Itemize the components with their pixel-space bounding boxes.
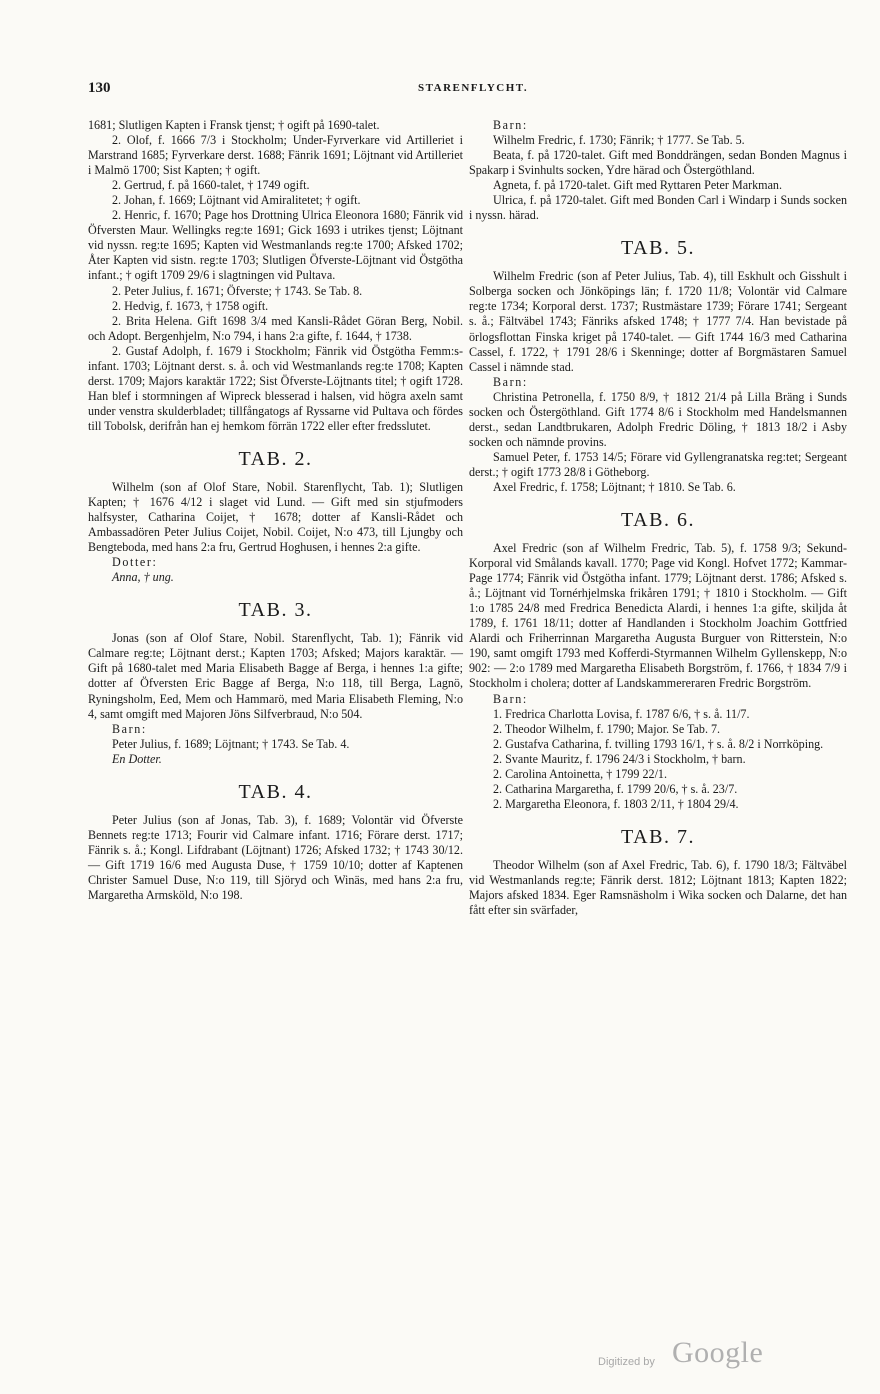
tab-text: Axel Fredric (son af Wilhelm Fredric, Tab. 5), f. 1758 9/3; Sekund-Korporal vid Smålands kavall. 1770; Page vid Kongl. Hofvet 1772; Kammar-Page 1774; Fänrik vid Östgötha infant. 1779; Löjtnant derst. 1786; Afsked s. å.; Löjtnant vid Tornérhjelmska frikåren 1791; † 1810 i Stockholm. — Gift 1:o 1785 24/8 med Fredrica Benedicta Alardi, i hennes 1:a gifte, skiljda åt 1789, f. 1761 18/11; dotter af Handlanden i Stockholm Joachim Gottfried Alardi och Friherrinnan Margaretha Augusta Burguer von Ritterstein, N:o 190, samt omgift 1793 med Kofferdi-Styrmannen Wilhelm Gyllenskepp, N:o 902: — 2:o 1789 med Margaretha Elisabeth Borgström, f. 1766, † 1834 7/9 i Stockholm i cholera; dotter af Landskammereraren Fredric Borgström.	[469, 541, 847, 691]
child-entry: 2. Catharina Margaretha, f. 1799 20/6, † s. å. 23/7.	[493, 781, 738, 796]
tab-text: Jonas (son af Olof Stare, Nobil. Starenflycht, Tab. 1); Fänrik vid Calmare reg:te; Löjtnant derst.; Kapten 1703; Afsked; Majors karaktär. — Gift på 1680-talet med Maria Elisabeth Bagge af Berga, i hennes 1:a gifte; dotter af Öfversten Eric Bagge af Berga, N:o 118, till Berga, Lagnö, Ryningsholm, Eed, Mem och Hammarö, med Maria Elisabeth Fleming, N:o 4, samt omgift med Majoren Jöns Silfverbraud, N:o 504.	[88, 631, 463, 721]
children-label: Barn:	[493, 374, 528, 389]
entry: 2. Johan, f. 1669; Löjtnant vid Amiralitetet; † ogift.	[112, 193, 361, 208]
child-entry: Wilhelm Fredric, f. 1730; Fänrik; † 1777. Se Tab. 5.	[493, 133, 745, 148]
tab-heading: TAB. 2.	[238, 447, 313, 470]
tab-heading: TAB. 5.	[621, 237, 695, 260]
tab-text: Wilhelm Fredric (son af Peter Julius, Tab. 4), till Eskhult och Gisshult i Solberga socken och Jönköpings län; f. 1720 11/8; Volontär vid Calmare reg:te 1734; Korporal derst. 1737; Rustmästare 1739; Förare 1741; Sergeant s. å.; Fältväbel 1743; Fänriks afsked 1748; † 1777 7/4. Han bevistade på örlogsflottan Finska kriget på 1740-talet. — Gift 1744 16/3 med Catharina Cassel, f. 1722, † 1791 28/6 i Skenninge; dotter af Borgmästaren Samuel Cassel i nämnde stad.	[469, 269, 847, 374]
child-entry: 2. Margaretha Eleonora, f. 1803 2/11, † 1804 29/4.	[493, 796, 739, 811]
entry: 2. Peter Julius, f. 1671; Öfverste; † 1743. Se Tab. 8.	[112, 283, 363, 298]
children-label: Dotter:	[112, 555, 158, 570]
child-entry: Axel Fredric, f. 1758; Löjtnant; † 1810. Se Tab. 6.	[493, 479, 736, 494]
right-column	[469, 118, 847, 918]
digitized-watermark	[598, 1336, 798, 1376]
left-column	[88, 118, 463, 903]
child-entry: Samuel Peter, f. 1753 14/5; Förare vid Gyllengranatska reg:tet; Sergeant derst.; † ogift 1773 28/8 i Götheborg.	[469, 449, 847, 479]
page-number: 130	[88, 80, 111, 96]
page-header	[88, 80, 800, 102]
google-logo: Google	[672, 1336, 764, 1369]
children-label: Barn:	[112, 721, 147, 736]
child-entry: 2. Svante Mauritz, f. 1796 24/3 i Stockholm, † barn.	[493, 751, 746, 766]
tab-text: Peter Julius (son af Jonas, Tab. 3), f. 1689; Volontär vid Öfverste Bennets reg:te 1713; Fourir vid Calmare infant. 1716; Förare derst. 1717; Fänrik s. å.; Kongl. Lifdrabant (Löjtnant) 1726; Afsked 1732; † 1743 30/12. — Gift 1719 16/6 med Augusta Duse, † 1759 10/10; dotter af Kaptenen Christer Samuel Duse, N:o 119, till Sjöryd och Winäs, med hans 2:a fru, Margaretha Armsköld, N:o 198.	[88, 812, 463, 902]
tab-heading: TAB. 3.	[238, 599, 313, 622]
child-entry: Peter Julius, f. 1689; Löjtnant; † 1743. Se Tab. 4.	[112, 736, 350, 751]
running-head: STARENFLYCHT.	[418, 82, 529, 94]
child-entry: Anna, † ung.	[112, 570, 174, 585]
tab-text: Theodor Wilhelm (son af Axel Fredric, Tab. 6), f. 1790 18/3; Fältväbel vid Westmanlands reg:te; Fänrik derst. 1812; Löjtnant 1813; Kapten 1822; Majors afsked 1834. Eger Ramsnäsholm i Wika socken och Dalarne, det han fått efter sin svärfader,	[469, 857, 847, 918]
child-entry: Christina Petronella, f. 1750 8/9, † 1812 21/4 på Lilla Bräng i Sunds socken och Östergöthland. Gift 1774 8/6 i Stockholm med Handelsmannen derst., sedan Landtbrukaren, Adolph Fredric Döling, † 1813 18/2 i Asby socken och nämnde provins.	[469, 389, 847, 449]
tab-heading: TAB. 6.	[621, 509, 695, 532]
tab-heading: TAB. 7.	[621, 825, 695, 848]
child-entry: 2. Carolina Antoinetta, † 1799 22/1.	[493, 766, 667, 781]
child-entry: Beata, f. på 1720-talet. Gift med Bonddrängen, sedan Bonden Magnus i Spakarp i Svinhults socken, Ydre härad och Östergöthland.	[469, 148, 847, 178]
digitized-label: Digitized by	[598, 1356, 655, 1368]
entry: 2. Olof, f. 1666 7/3 i Stockholm; Under-Fyrverkare vid Artilleriet i Marstrand 1685; Fyrverkare derst. 1688; Fänrik 1691; Löjtnant vid Artilleriet i Malmö 1700; Sist Kapten; † ogift.	[88, 133, 463, 178]
entry: 2. Brita Helena. Gift 1698 3/4 med Kansli-Rådet Göran Berg, Nobil. och Adopt. Bergenhjelm, N:o 794, i hans 2:a gifte, f. 1644, † 1738.	[88, 313, 463, 343]
children-label: Barn:	[493, 691, 528, 706]
child-entry: Ulrica, f. på 1720-talet. Gift med Bonden Carl i Windarp i Sunds socken i nyssn. härad.	[469, 193, 847, 223]
tab-text: Wilhelm (son af Olof Stare, Nobil. Starenflycht, Tab. 1); Slutligen Kapten; † 1676 4/12 i slaget vid Lund. — Gift med sin stjufmoders halfsyster, Catharina Coijet, † 1678; dotter af Kansli-Rådet och Ambassadören Peter Julius Coijet, Nobil. Coijet, N:o 473, till Ljungby och Bengteboda, med hans 2:a fru, Gertrud Hoghusen, i hennes 2:a gifte.	[88, 479, 463, 555]
entry: 2. Hedvig, f. 1673, † 1758 ogift.	[112, 298, 269, 313]
entry: 2. Gustaf Adolph, f. 1679 i Stockholm; Fänrik vid Östgötha Femm:s-infant. 1703; Löjtnant derst. s. å. och vid Westmanlands reg:te 1708; Kapten derst. 1709; Majors karaktär 1722; Sist Öfverste-Löjtnants titel; † ogift 1728. Han blef i stormningen af Wipreck blesserad i halsen, vid högra axeln samt under venstra skulderbladet; tillfångatogs af Ryssarne vid Pultava och fördes till Tobolsk, derifrån han ej hemkom förrän 1722 eller efter fredsslutet.	[88, 343, 463, 433]
paragraph: 1681; Slutligen Kapten i Fransk tjenst; † ogift på 1690-talet.	[88, 118, 380, 132]
tab-heading: TAB. 4.	[238, 780, 313, 803]
child-entry: 2. Theodor Wilhelm, f. 1790; Major. Se Tab. 7.	[493, 721, 721, 736]
child-entry: 2. Gustafva Catharina, f. tvilling 1793 16/1, † s. å. 8/2 i Norrköping.	[493, 736, 824, 751]
children-label: Barn:	[493, 118, 528, 132]
entry: 2. Gertrud, f. på 1660-talet, † 1749 ogift.	[112, 178, 310, 193]
child-entry: 1. Fredrica Charlotta Lovisa, f. 1787 6/6, † s. å. 11/7.	[493, 706, 750, 721]
entry: 2. Henric, f. 1670; Page hos Drottning Ulrica Eleonora 1680; Fänrik vid Öfversten Maur. Wellingks reg:te 1691; Gick 1693 i utrikes tjenst; Löjtnant vid nyssn. reg:te 1695; Kapten vid Westmanlands reg:te 1700; Afsked 1702; Åter Kapten vid sistn. reg:te 1703; Slutligen Öfverste-Löjtnant vid Östgötha infant.; † ogift 1709 29/6 i slagtningen vid Pultava.	[88, 208, 463, 283]
child-entry: En Dotter.	[112, 751, 162, 766]
child-entry: Agneta, f. på 1720-talet. Gift med Ryttaren Peter Markman.	[493, 178, 783, 193]
